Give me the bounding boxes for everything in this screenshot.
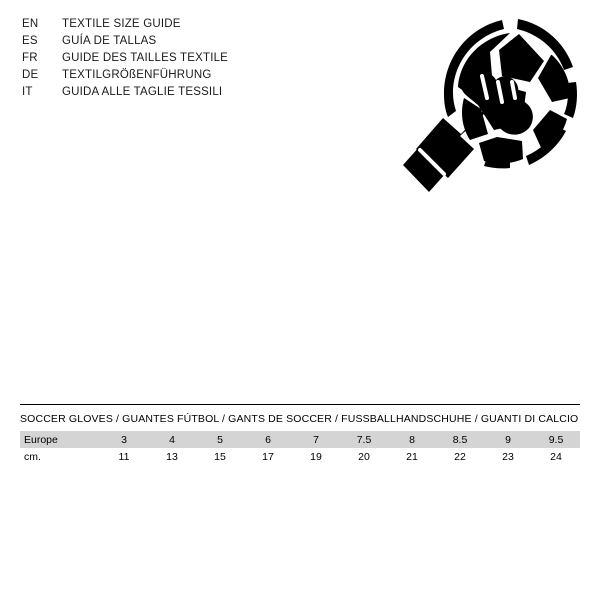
legend-row (22, 50, 352, 67)
table-cell: 7 (292, 431, 340, 448)
legend-language-label: GUIDA ALLE TAGLIE TESSILI (62, 86, 223, 98)
legend-row (22, 16, 352, 33)
table-cell: 9.5 (532, 431, 580, 448)
table-cell: 4 (148, 431, 196, 448)
row-label: Europe (20, 431, 100, 448)
table-cell: 15 (214, 450, 226, 463)
table-cell: 19 (310, 450, 322, 463)
legend-language-code: EN (22, 18, 39, 30)
legend-language-code: FR (22, 52, 38, 64)
table-cell: 11 (118, 450, 130, 463)
table-cell: 8 (388, 431, 436, 448)
legend-language-label: GUÍA DE TALLAS (62, 35, 157, 47)
table-cell: 24 (550, 450, 562, 463)
goalkeeper-glove-and-ball-icon (398, 6, 588, 196)
table-cell: 5 (196, 431, 244, 448)
table-cell: 9 (484, 431, 532, 448)
legend-language-code: ES (22, 35, 38, 47)
language-legend (22, 16, 352, 101)
table-row (20, 431, 580, 448)
legend-language-code: DE (22, 69, 39, 81)
table-cell: 22 (454, 450, 466, 463)
legend-language-code: IT (22, 86, 33, 98)
size-table-title: SOCCER GLOVES / GUANTES FÚTBOL / GANTS DE SOCCER / FUSSBALLHANDSCHUHE / GUANTI DI CALCIO (20, 413, 579, 425)
table-cell: 3 (100, 431, 148, 448)
legend-row (22, 33, 352, 50)
table-cell: 8.5 (436, 431, 484, 448)
table-row (20, 448, 580, 465)
legend-row (22, 67, 352, 84)
size-table (20, 431, 580, 465)
table-cell: 20 (358, 450, 370, 463)
table-cell: 7.5 (340, 431, 388, 448)
table-cell: 6 (244, 431, 292, 448)
row-label: cm. (24, 450, 41, 463)
table-cell: 13 (166, 450, 178, 463)
size-table-block (20, 413, 580, 465)
table-cell: 23 (502, 450, 514, 463)
table-cell: 17 (262, 450, 274, 463)
horizontal-divider (20, 404, 580, 405)
legend-row (22, 84, 352, 101)
legend-language-label: GUIDE DES TAILLES TEXTILE (62, 52, 229, 64)
legend-language-label: TEXTILGRÖßENFÜHRUNG (62, 69, 212, 81)
table-cell: 21 (406, 450, 418, 463)
legend-language-label: TEXTILE SIZE GUIDE (62, 18, 181, 30)
